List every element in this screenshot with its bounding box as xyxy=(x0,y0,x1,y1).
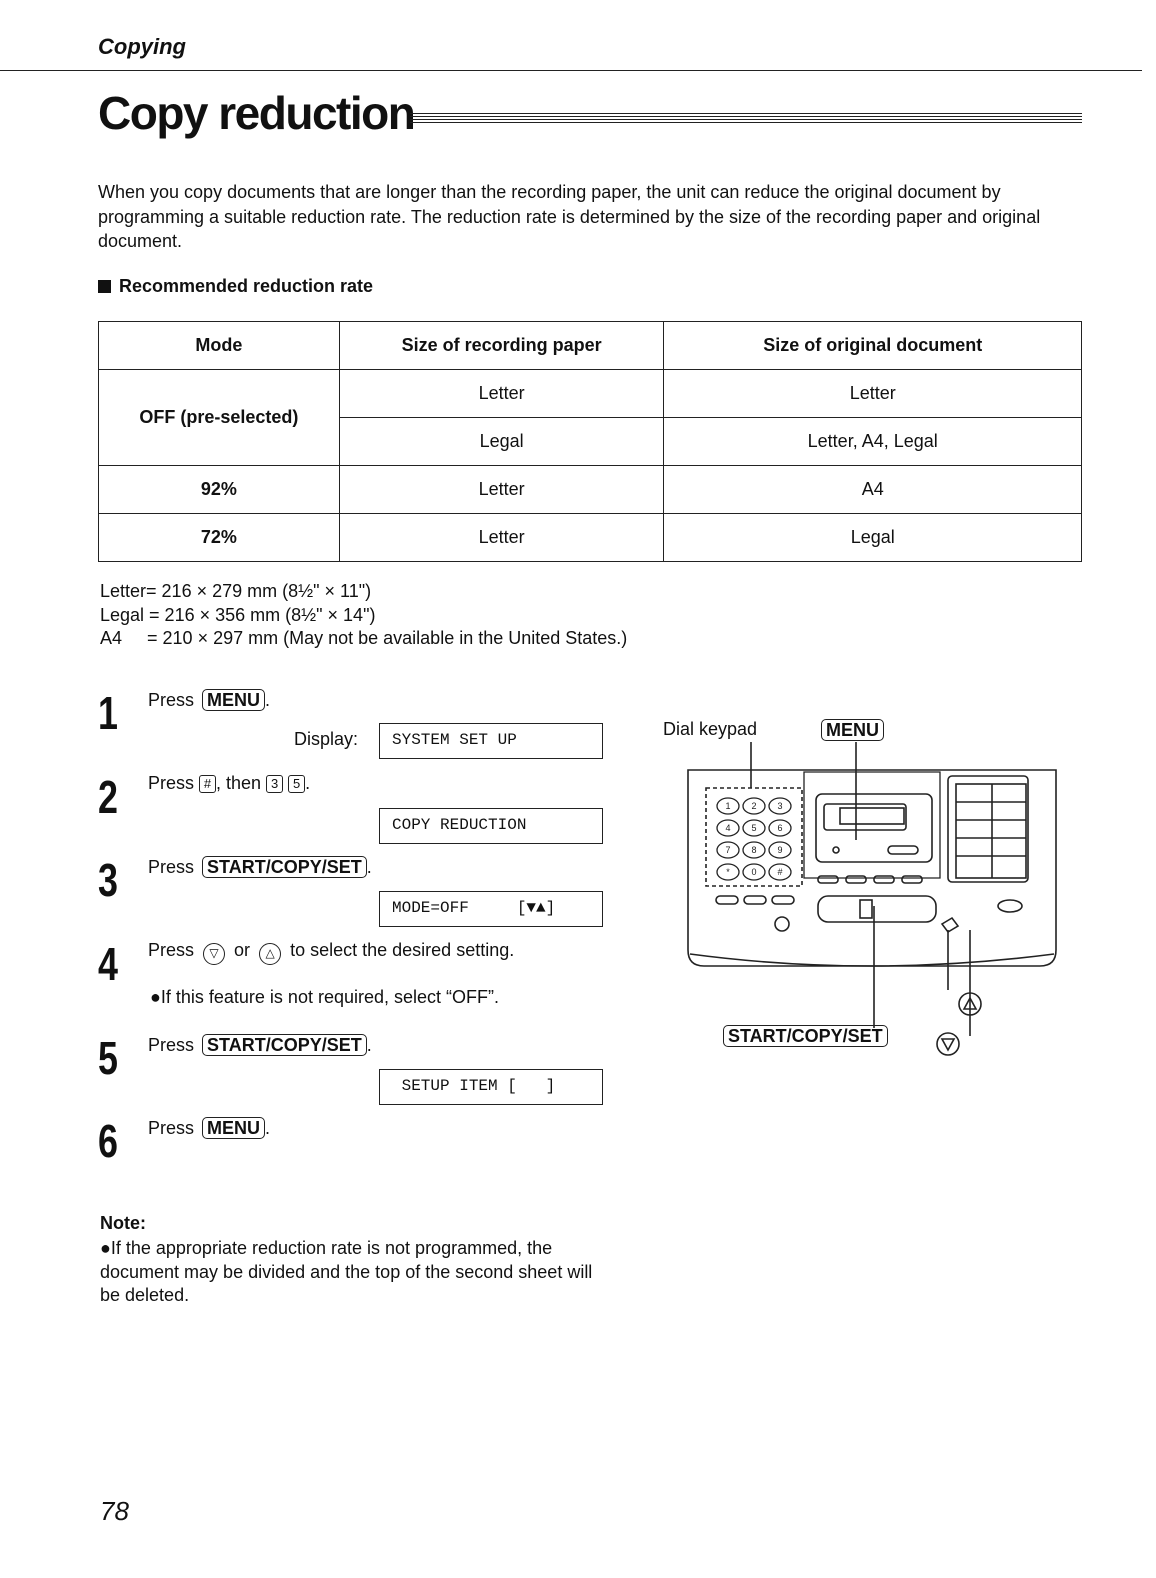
paper-cell: Legal xyxy=(339,418,664,466)
paper-cell: Letter xyxy=(339,514,664,562)
recommended-heading xyxy=(98,276,373,297)
mode-cell: 72% xyxy=(99,514,340,562)
step-text-then: , then xyxy=(216,773,262,793)
diagram-start-key-label: START/COPY/SET xyxy=(723,1025,888,1047)
step-5-text: Press START/COPY/SET . xyxy=(148,1035,372,1055)
reduction-table xyxy=(98,321,1082,562)
keypad-key: 5 xyxy=(751,823,757,833)
table-header: Size of original document xyxy=(664,322,1082,370)
step-text-label: Press xyxy=(148,857,195,877)
key-5: 5 xyxy=(288,775,305,793)
size-letter: Letter= 216 × 279 mm (8½" × 11") xyxy=(100,581,372,601)
note-body: ●If the appropriate reduction rate is not programmed, the document may be divided and the top of the second sheet will be deleted. xyxy=(100,1238,593,1305)
start-copy-set-key: START/COPY/SET xyxy=(202,856,367,878)
display-label: Display: xyxy=(294,729,359,749)
keypad-key: 2 xyxy=(751,801,757,811)
header-rule xyxy=(0,70,1142,71)
start-copy-set-key: START/COPY/SET xyxy=(202,1034,367,1056)
key-3: 3 xyxy=(266,775,283,793)
down-arrow-icon: ▽ xyxy=(203,943,225,965)
step-text-label: Press xyxy=(148,1118,195,1138)
keypad-key: 4 xyxy=(725,823,731,833)
keypad-key: 8 xyxy=(751,845,757,855)
title-rule xyxy=(410,113,1082,125)
step-text-or: or xyxy=(234,940,251,960)
step-4-number: 4 xyxy=(98,938,118,990)
mode-cell: 92% xyxy=(99,466,340,514)
menu-key: MENU xyxy=(202,1117,265,1139)
step-4-note: ●If this feature is not required, select “OFF”. xyxy=(150,987,499,1007)
keypad-key: 1 xyxy=(725,801,731,811)
keypad-key: # xyxy=(777,867,783,877)
step-3-text: Press START/COPY/SET . xyxy=(148,857,372,877)
diagram-menu-key-label: MENU xyxy=(821,719,884,741)
keypad-key: 7 xyxy=(725,845,731,855)
menu-key: MENU xyxy=(202,689,265,711)
step-text-label: Press xyxy=(148,690,195,710)
step-text-rest: to select the desired setting. xyxy=(290,940,515,960)
original-cell: Letter xyxy=(664,370,1082,418)
step-text-label: Press xyxy=(148,940,195,960)
keypad-key: 9 xyxy=(777,845,783,855)
table-row xyxy=(99,370,1082,418)
section-label: Copying xyxy=(98,34,186,59)
up-arrow-icon: △ xyxy=(259,943,281,965)
square-bullet-icon xyxy=(98,280,111,293)
intro-paragraph: When you copy documents that are longer than the recording paper, the unit can reduce the original document by programming a suitable reduction rate. The reduction rate is determined by the size of the recording paper and original document. xyxy=(98,182,1041,251)
original-cell: Legal xyxy=(664,514,1082,562)
hash-key: # xyxy=(199,775,216,793)
step-6-number: 6 xyxy=(98,1115,118,1167)
lcd-display: SETUP ITEM [ ] xyxy=(379,1069,603,1105)
original-cell: A4 xyxy=(664,466,1082,514)
keypad-key: 6 xyxy=(777,823,783,833)
table-row xyxy=(99,514,1082,562)
note-heading: Note: xyxy=(100,1213,146,1233)
table-header-row xyxy=(99,322,1082,370)
step-5-number: 5 xyxy=(98,1032,118,1084)
step-text-label: Press xyxy=(148,773,195,793)
dial-keypad-label: Dial keypad xyxy=(663,719,758,739)
step-1-text: Press MENU . xyxy=(148,690,271,710)
mode-cell: OFF (pre-selected) xyxy=(99,370,340,466)
paper-size-list xyxy=(100,580,627,651)
table-header: Mode xyxy=(99,322,340,370)
page-title: Copy reduction xyxy=(98,87,415,139)
keypad-key: 0 xyxy=(751,867,757,877)
step-2-number: 2 xyxy=(98,771,118,823)
size-a4: A4 = 210 × 297 mm (May not be available in the United States.) xyxy=(100,628,628,648)
keypad-key: 3 xyxy=(777,801,783,811)
step-3-number: 3 xyxy=(98,854,118,906)
paper-cell: Letter xyxy=(339,466,664,514)
step-6-text: Press MENU . xyxy=(148,1118,271,1138)
step-2-text: Press # , then 3 5 . xyxy=(148,773,311,793)
size-legal: Legal = 216 × 356 mm (8½" × 14") xyxy=(100,604,376,625)
recommended-heading-text: Recommended reduction rate xyxy=(119,276,374,296)
table-header: Size of recording paper xyxy=(339,322,664,370)
step-text-label: Press xyxy=(148,1035,195,1055)
table-row xyxy=(99,466,1082,514)
fax-machine-drawing xyxy=(660,710,1080,1070)
keypad-key: * xyxy=(726,867,730,877)
lcd-display: MODE=OFF [▼▲] xyxy=(379,891,603,927)
step-4-text xyxy=(148,940,514,965)
lcd-display: COPY REDUCTION xyxy=(379,808,603,844)
step-1-number: 1 xyxy=(98,687,118,739)
paper-cell: Letter xyxy=(339,370,664,418)
fax-machine-diagram xyxy=(660,710,1080,1070)
original-cell: Letter, A4, Legal xyxy=(664,418,1082,466)
lcd-display: SYSTEM SET UP xyxy=(379,723,603,759)
page-number: 78 xyxy=(100,1496,129,1526)
